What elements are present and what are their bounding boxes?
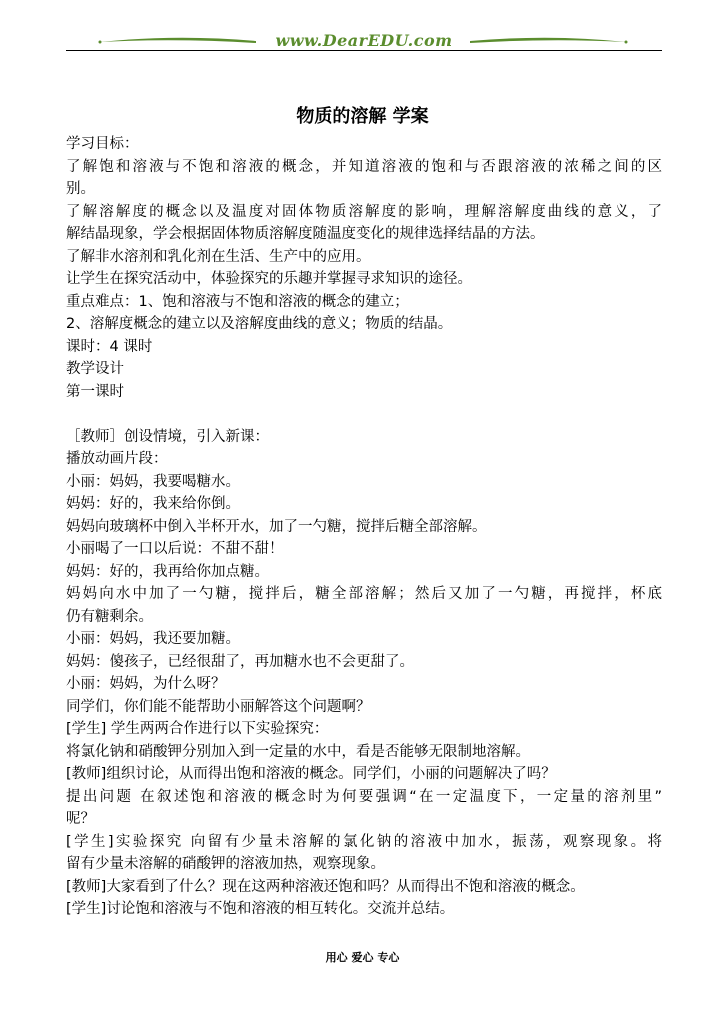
text-line: [教师]大家看到了什么？现在这两种溶液还饱和吗？从而得出不饱和溶液的概念。 [66,878,585,895]
text-line: 了解非水溶剂和乳化剂在生活、生产中的应用。 [66,248,371,265]
header-divider [66,50,662,51]
text-line: 妈妈向玻璃杯中倒入半杯开水，加了一勺糖，搅拌后糖全部溶解。 [66,518,487,535]
text-line: 妈妈：好的，我再给你加点糖。 [66,563,269,580]
text-line: 重点难点：1、饱和溶液与不饱和溶液的概念的建立； [66,293,409,310]
text-line: 留有少量未溶解的硝酸钾的溶液加热，观察现象。 [66,856,385,872]
text-line: 让学生在探究活动中，体验探究的乐趣并掌握寻求知识的途径。 [66,271,472,287]
text-line: 解结晶现象，学会根据固体物质溶解度随温度变化的规律选择结晶的方法。 [66,226,545,242]
text-line: 小丽：妈妈，为什么呀？ [66,676,226,692]
page-footer: 用心 爱心 专心 [325,951,400,964]
text-line: ［教师］创设情境，引入新课： [66,428,269,445]
text-line: 别。 [66,181,95,197]
text-line: 将氯化钠和硝酸钾分别加入到一定量的水中，看是否能够无限制地溶解。 [66,743,530,760]
text-line: [学生]讨论饱和溶液与不饱和溶液的相互转化。交流并总结。 [66,901,455,917]
text-line: 教学设计 [66,361,124,377]
text-line: 小丽：妈妈，我还要加糖。 [66,631,240,647]
text-line: 小丽喝了一口以后说：不甜不甜！ [66,541,284,557]
text-line: 播放动画片段： [66,451,168,467]
text-line: 了解饱和溶液与不饱和溶液的概念，并知道溶液的饱和与否跟溶液的浓稀之间的区 [66,158,662,175]
text-line: 仍有糖剩余。 [66,608,153,625]
text-line: 了解溶解度的概念以及温度对固体物质溶解度的影响，理解溶解度曲线的意义，了 [66,203,662,220]
text-line: [教师]组织讨论，从而得出饱和溶液的概念。同学们，小丽的问题解决了吗？ [66,766,556,782]
document-body [66,133,662,921]
text-line: 妈妈：傻孩子，已经很甜了，再加糖水也不会更甜了。 [66,653,414,670]
text-line: 学习目标： [66,136,139,152]
text-line: 呢？ [66,811,95,827]
text-line: 2、溶解度概念的建立以及溶解度曲线的意义；物质的结晶。 [66,316,453,332]
page-title: 物质的溶解 学案 [296,106,429,127]
text-line: 同学们，你们能不能帮助小丽解答这个问题啊？ [66,698,371,715]
site-logo-text: www.DearEDU.com [275,31,453,50]
text-line: 小丽：妈妈，我要喝糖水。 [66,473,240,490]
text-line: 第一课时 [66,383,124,400]
text-line: 妈妈：好的，我来给你倒。 [66,496,240,512]
text-line: 提出问题 在叙述饱和溶液的概念时为何要强调“在一定温度下，一定量的溶剂里” [66,788,662,805]
text-line: [学生] 学生两两合作进行以下实验探究： [66,721,329,737]
text-line: [学生]实验探究 向留有少量未溶解的氯化钠的溶液中加水，振荡，观察现象。将 [66,833,662,850]
text-line: 课时：4 课时 [66,338,153,355]
blank-line [66,403,662,426]
text-line: 妈妈向水中加了一勺糖，搅拌后，糖全部溶解；然后又加了一勺糖，再搅拌，杯底 [66,586,662,602]
